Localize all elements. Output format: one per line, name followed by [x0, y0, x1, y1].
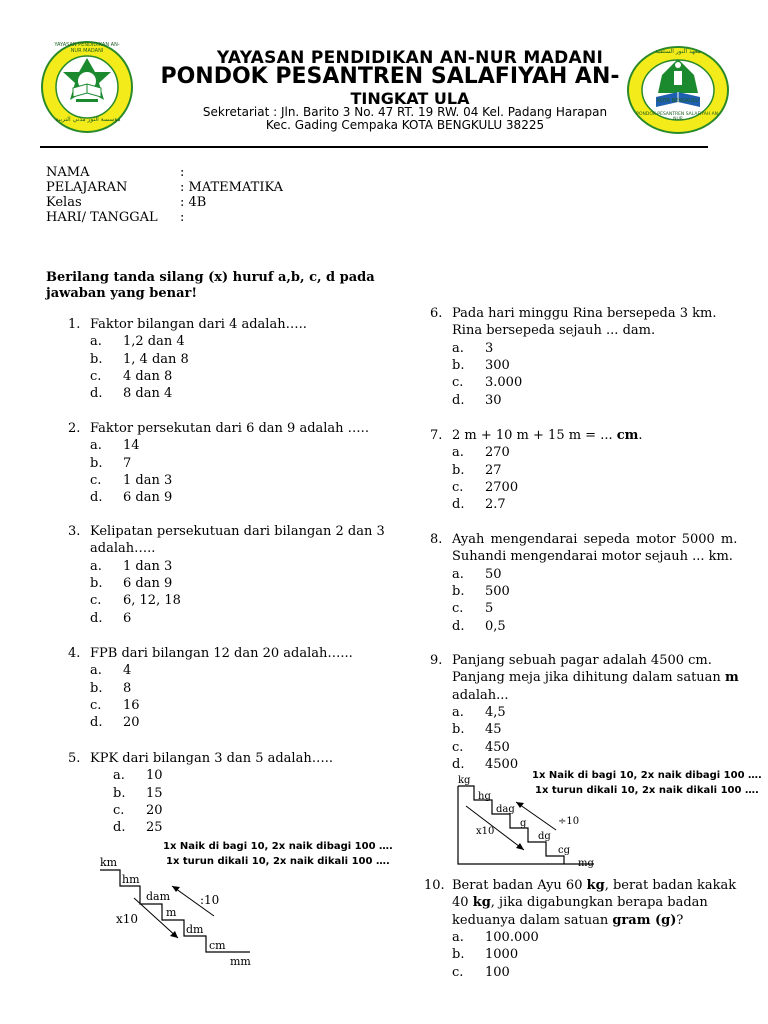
unit-mg: mg [578, 858, 594, 869]
pesantren-logo-city: KOTA BENGKULU [657, 98, 699, 104]
question-number: 10. [424, 878, 445, 893]
question-text-line1: Ayah mengendarai sepeda motor 5000 m. [452, 532, 738, 547]
option-d[interactable]: d. 6 [90, 610, 132, 626]
question-text: 2 m + 10 m + 15 m = ... cm. [452, 428, 643, 443]
option-a[interactable]: a. 1 dan 3 [90, 558, 173, 574]
conversion-note-up: 1x Naik di bagi 10, 2x naik dibagi 100 …. [163, 841, 393, 852]
multiply-10-label: x10 [116, 912, 139, 926]
pesantren-logo-text: PONDOK PESANTREN SALAFIYAH AN-NUR [636, 112, 720, 122]
question-text: Faktor persekutan dari 6 dan 9 adalah ….. [90, 421, 369, 436]
unit-dam: dam [146, 890, 171, 903]
question-4 [68, 645, 388, 735]
question-text-line3: keduanya dalam satuan gram (g)? [452, 912, 684, 928]
question-text: KPK dari bilangan 3 dan 5 adalah….. [90, 751, 333, 766]
question-number: 7. [430, 428, 443, 443]
option-b[interactable]: b. 8 [90, 680, 132, 696]
foundation-logo-arabic: مؤسسة النور مدني التربية [55, 116, 121, 123]
option-b[interactable]: b. 300 [452, 357, 510, 373]
option-d[interactable]: d. 8 dan 4 [90, 386, 173, 402]
question-text-line2: adalah….. [90, 541, 156, 557]
divide-10-label: :10 [200, 893, 220, 907]
option-c[interactable]: c. 450 [452, 739, 510, 755]
question-number: 9. [430, 653, 443, 668]
option-d[interactable]: d. 2.7 [452, 497, 506, 513]
question-9 [430, 652, 750, 777]
question-number: 1. [68, 317, 81, 332]
question-number: 3. [68, 524, 81, 539]
info-label-date: HARI/ TANGGAL [46, 210, 158, 225]
question-number: 5. [68, 751, 81, 766]
question-text-line2: Rina bersepeda sejauh ... dam. [452, 323, 656, 339]
option-c[interactable]: c. 4 dan 8 [90, 368, 173, 384]
unit-hg: hg [478, 791, 491, 802]
question-7 [430, 427, 750, 517]
unit-dag: dag [496, 804, 515, 815]
conversion-note-down: 1x turun dikali 10, 2x naik dikali 100 …. [166, 856, 390, 867]
question-text-line1: Kelipatan persekutuan dari bilangan 2 dan 3 [90, 524, 385, 539]
foundation-logo-text: YAYASAN PENDIDIKAN AN-NUR MADANI [54, 42, 120, 54]
unit-cg: cg [558, 845, 571, 856]
option-b[interactable]: b. 27 [452, 462, 502, 478]
question-number: 8. [430, 532, 443, 547]
pesantren-logo-arabic: معهد النور السلفية [654, 48, 702, 55]
question-text-line2: 40 kg, jika digabungkan berapa badan [452, 895, 708, 911]
question-text-line1: Berat badan Ayu 60 kg, berat badan kakak [452, 878, 737, 893]
question-text: Faktor bilangan dari 4 adalah….. [90, 317, 307, 332]
option-a[interactable]: a. 50 [452, 566, 502, 582]
question-3 [68, 523, 388, 633]
question-text-line3: adalah... [452, 687, 509, 703]
option-c[interactable]: c. 20 [113, 802, 163, 818]
question-10 [424, 877, 754, 987]
question-number: 4. [68, 646, 81, 661]
option-b[interactable]: b. 6 dan 9 [90, 575, 173, 591]
question-text: FPB dari bilangan 12 dan 20 adalah…... [90, 646, 353, 661]
student-info [46, 165, 366, 235]
header-address-line2: Kec. Gading Cempaka KOTA BENGKULU 38225 [265, 118, 545, 132]
option-d[interactable]: d. 6 dan 9 [90, 490, 173, 506]
unit-cm: cm [209, 939, 226, 952]
unit-m: m [166, 906, 177, 919]
unit-mm: mm [230, 955, 251, 967]
conversion-note-up-right: 1x Naik di bagi 10, 2x naik dibagi 100 …. [532, 770, 762, 781]
info-value-subject: : MATEMATIKA [180, 180, 284, 195]
header-address-line1: Sekretariat : Jln. Barito 3 No. 47 RT. 19 RW. 04 Kel. Padang Harapan [202, 105, 608, 119]
option-a[interactable]: a. 270 [452, 445, 510, 461]
question-text-line2: Panjang meja jika dihitung dalam satuan m [452, 670, 739, 686]
question-1 [68, 316, 388, 406]
option-b[interactable]: b. 500 [452, 583, 510, 599]
info-value-class: : 4B [180, 195, 207, 210]
info-value-name: : [180, 165, 185, 180]
divide-10-label: ÷10 [558, 816, 580, 827]
option-d[interactable]: d. 30 [452, 392, 502, 408]
unit-dm: dm [186, 923, 204, 936]
instruction: Berilang tanda silang (x) huruf a,b, c, d pada jawaban yang benar! [46, 270, 375, 301]
option-d[interactable]: d. 20 [90, 715, 140, 731]
length-unit-staircase [96, 852, 256, 967]
option-c[interactable]: c. 6, 12, 18 [90, 593, 181, 609]
option-a[interactable]: a. 4 [90, 663, 132, 679]
option-a[interactable]: a. 3 [452, 340, 494, 356]
option-c[interactable]: c. 16 [90, 697, 140, 713]
option-b[interactable]: b. 15 [113, 785, 163, 801]
question-number: 2. [68, 421, 81, 436]
info-label-name: NAMA [46, 165, 90, 180]
option-c[interactable]: c. 1 dan 3 [90, 472, 173, 488]
option-b[interactable]: b. 7 [90, 455, 132, 471]
info-value-date: : [180, 210, 185, 225]
header-foundation-name: YAYASAN PENDIDIKAN AN-NUR MADANI [216, 48, 604, 68]
option-a[interactable]: a. 10 [113, 768, 163, 784]
question-text-line1: Pada hari minggu Rina bersepeda 3 km. [452, 306, 717, 321]
header-divider [40, 146, 708, 148]
option-a[interactable]: a. 14 [90, 438, 140, 454]
question-6 [430, 305, 750, 415]
info-label-class: Kelas [46, 195, 82, 210]
option-d[interactable]: d. 0,5 [452, 618, 506, 634]
option-a[interactable]: a. 100.000 [452, 929, 539, 945]
option-c[interactable]: c. 2700 [452, 479, 519, 495]
info-label-subject: PELAJARAN [46, 180, 128, 195]
multiply-10-label: x10 [476, 826, 495, 837]
question-5 [68, 750, 388, 840]
option-a[interactable]: a. 4,5 [452, 704, 506, 720]
unit-hm: hm [122, 873, 140, 886]
unit-g: g [520, 818, 527, 829]
header-school-name: PONDOK PESANTREN SALAFIYAH AN- [160, 64, 620, 89]
header-level: TINGKAT ULA [350, 89, 470, 108]
option-c[interactable]: c. 3.000 [452, 375, 523, 391]
option-a[interactable]: a. 1,2 dan 4 [90, 334, 185, 350]
unit-kg: kg [458, 775, 471, 786]
option-b[interactable]: b. 1, 4 dan 8 [90, 351, 189, 367]
conversion-note-down-right: 1x turun dikali 10, 2x naik dikali 100 …. [535, 785, 759, 796]
option-b[interactable]: b. 45 [452, 722, 502, 738]
question-text-line2: Suhandi mengendarai motor sejauh ... km. [452, 549, 733, 565]
unit-km: km [100, 856, 118, 869]
unit-dg: dg [538, 831, 551, 842]
question-number: 6. [430, 306, 443, 321]
option-b[interactable]: b. 1000 [452, 947, 519, 963]
option-d[interactable]: d. 4500 [452, 756, 519, 772]
mass-unit-staircase [452, 772, 602, 872]
question-2 [68, 420, 388, 510]
question-8 [430, 531, 750, 641]
option-c[interactable]: c. 100 [452, 964, 510, 980]
option-c[interactable]: c. 5 [452, 601, 494, 617]
question-text-line1: Panjang sebuah pagar adalah 4500 cm. [452, 653, 712, 668]
option-d[interactable]: d. 25 [113, 820, 163, 836]
